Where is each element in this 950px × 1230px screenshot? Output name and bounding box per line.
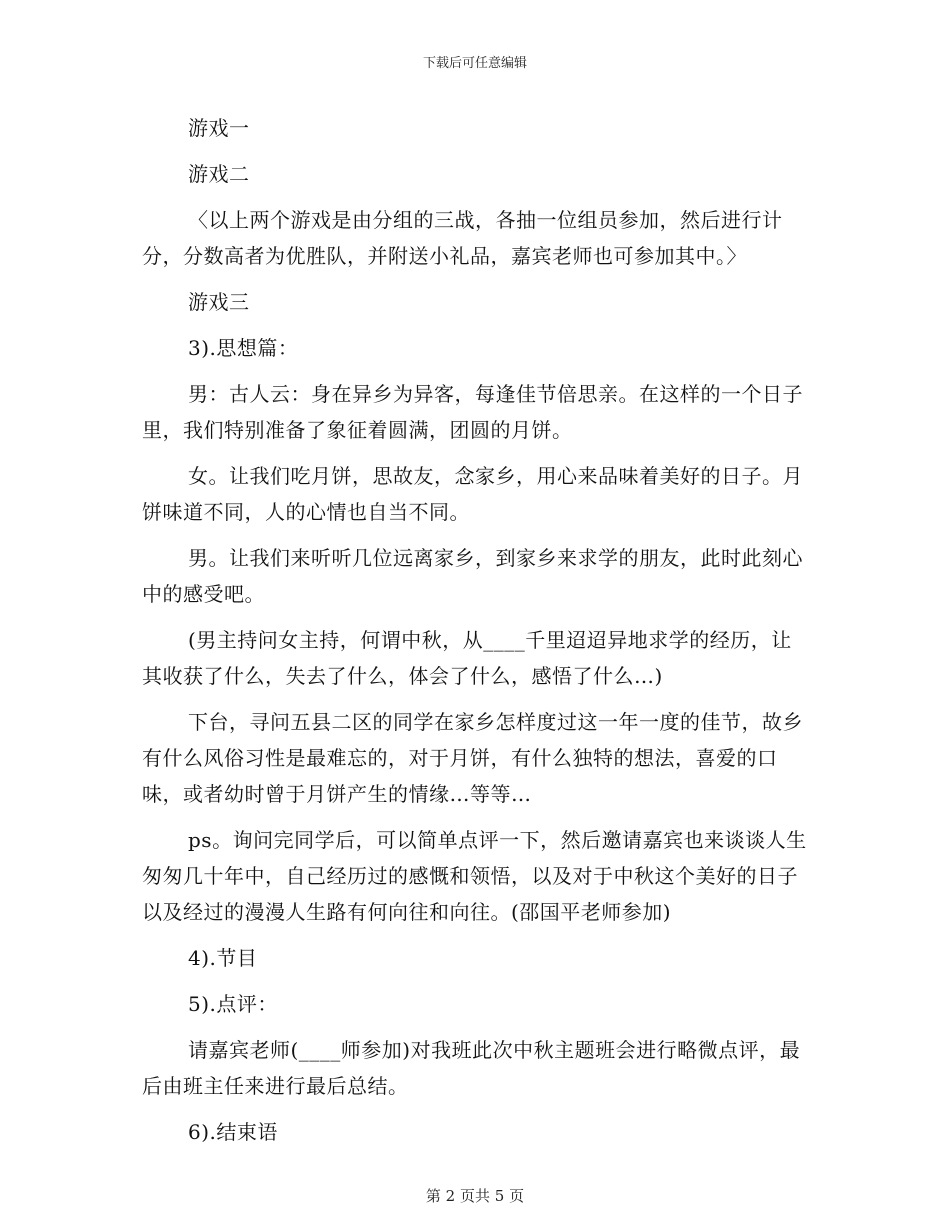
page-footer: 第 2 页共 5 页 <box>425 1187 525 1205</box>
page-header: 下载后可任意编辑 <box>422 56 527 71</box>
paragraph-game-two: 游戏二 <box>188 162 250 186</box>
paragraph-host-question: (男主持问女主持，何谓中秋，从____千里迢迢异地求学的经历，让其收获了什么，失去了什么，体会了什么，感悟了什么…) <box>142 628 792 688</box>
paragraph-male-1: 男：古人云：身在异乡为异客，每逢佳节倍思亲。在这样的一个日子里，我们特别准备了象征着圆满，团圆的月饼。 <box>142 382 803 442</box>
paragraph-game-note: 〈以上两个游戏是由分组的三战，各抽一位组员参加，然后进行计分，分数高者为优胜队，并附送小礼品，嘉宾老师也可参加其中。〉 <box>142 208 783 268</box>
paragraph-game-three: 游戏三 <box>188 290 250 314</box>
section-thoughts: 3).思想篇： <box>188 336 299 360</box>
section-program: 4).节目 <box>188 946 258 970</box>
paragraph-ps: ps。询问完同学后，可以简单点评一下，然后邀请嘉宾也来谈谈人生匆匆几十年中，自己经历过的感慨和领悟，以及对于中秋这个美好的日子以及经过的漫漫人生路有何向往和向往。(邵国平老师参加) <box>142 828 807 924</box>
document-body <box>142 110 810 1150</box>
paragraph-ask-students: 下台，寻问五县二区的同学在家乡怎样度过这一年一度的佳节，故乡有什么风俗习性是最难忘的，对于月饼，有什么独特的想法，喜爱的口味，或者幼时曾于月饼产生的情缘…等等… <box>142 710 803 806</box>
section-review: 5).点评： <box>188 992 278 1016</box>
paragraph-female-1: 女。让我们吃月饼，思故友，念家乡，用心来品味着美好的日子。月饼味道不同，人的心情也自当不同。 <box>142 464 803 524</box>
section-closing: 6).结束语 <box>188 1120 278 1144</box>
paragraph-review: 请嘉宾老师(____师参加)对我班此次中秋主题班会进行略微点评，最后由班主任来进行最后总结。 <box>142 1038 801 1098</box>
paragraph-male-2: 男。让我们来听听几位远离家乡，到家乡来求学的朋友，此时此刻心中的感受吧。 <box>142 546 803 606</box>
paragraph-game-one: 游戏一 <box>188 116 250 140</box>
